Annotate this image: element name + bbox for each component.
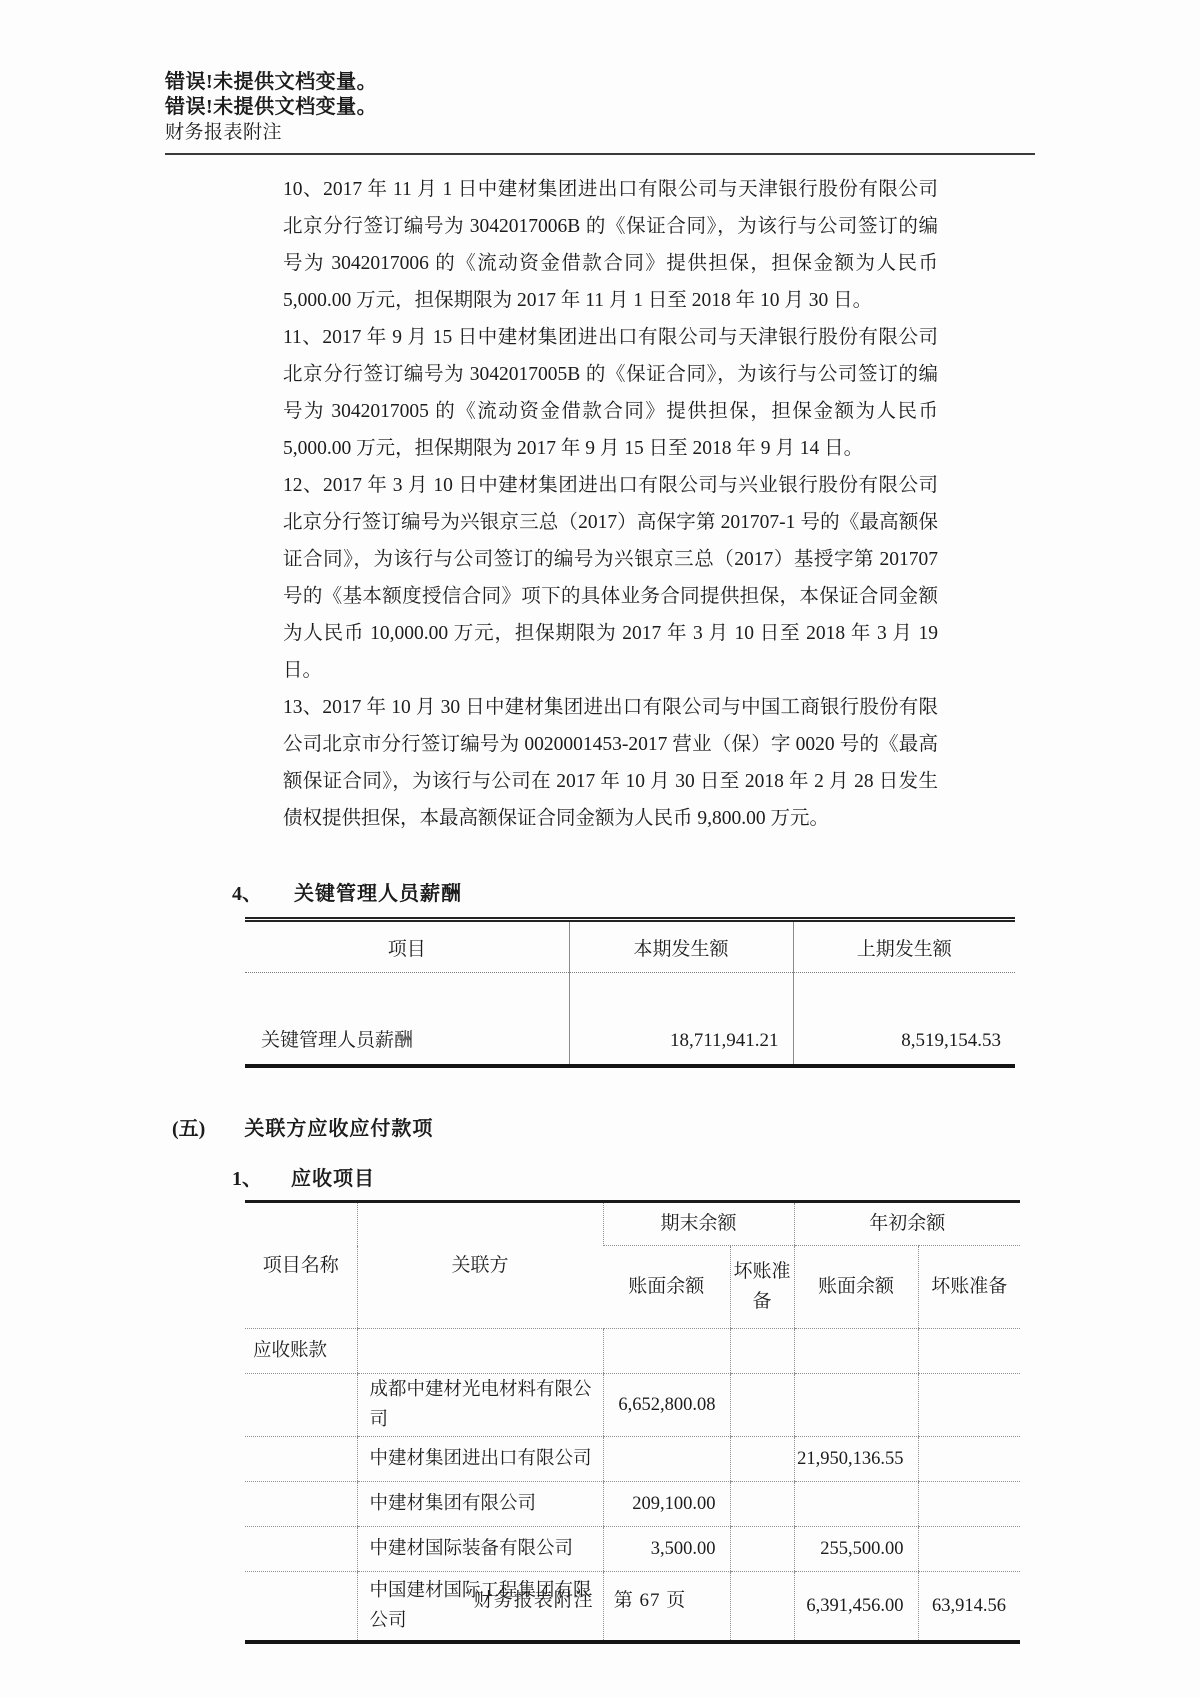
t2-cell-related: 中建材国际装备有限公司 [357, 1527, 603, 1572]
t2-cell-begin-bad [918, 1374, 1020, 1437]
t2-header-end-bad-debt: 坏账准备 [730, 1246, 794, 1329]
section-4-title: 关键管理人员薪酬 [294, 883, 462, 905]
table-row [245, 1374, 1020, 1437]
t2-cell-end-bad [730, 1329, 794, 1374]
t2-cell-begin-book [794, 1329, 918, 1374]
compensation-table [245, 917, 1015, 1068]
header-doc-title: 财务报表附注 [165, 122, 283, 143]
t2-cell-end-bad [730, 1374, 794, 1437]
t2-cell-item [245, 1437, 357, 1482]
t2-cell-item [245, 1374, 357, 1437]
t2-cell-item [245, 1527, 357, 1572]
guarantee-paragraphs [283, 171, 938, 837]
t2-cell-begin-bad: 63,914.56 [918, 1572, 1020, 1643]
t2-cell-end-book: 3,500.00 [603, 1527, 730, 1572]
t2-header-beginning-balance-group: 年初余额 [794, 1202, 1020, 1246]
t2-cell-end-book: 209,100.00 [603, 1482, 730, 1527]
table-row [245, 1482, 1020, 1527]
section-4-heading [232, 877, 1200, 905]
t2-header-end-book-balance: 账面余额 [603, 1246, 730, 1329]
t2-cell-end-bad [730, 1437, 794, 1482]
t1-row-prior-value: 8,519,154.53 [793, 973, 1015, 1067]
t1-header-prior-period: 上期发生额 [793, 920, 1015, 973]
t2-cell-begin-book: 6,391,456.00 [794, 1572, 918, 1643]
paragraph-11: 11、2017 年 9 月 15 日中建材集团进出口有限公司与天津银行股份有限公司北京分行签订编号为 3042017005B 的《保证合同》，为该行与公司签订的编号为 3042017005 的《流动资金借款合同》提供担保，担保金额为人民币 5,000.00 万元，担保期限为 2017 年 9 月 15 日至 2018 年 9 月 14 日。 [283, 327, 938, 459]
t2-cell-item: 应收账款 [245, 1329, 357, 1374]
t2-cell-end-bad [730, 1527, 794, 1572]
t2-cell-related: 中国建材国际工程集团有限公司 [357, 1572, 603, 1643]
header-error-line-1: 错误!未提供文档变量。 [165, 71, 378, 93]
receivables-header-row-1 [245, 1202, 1020, 1246]
t2-cell-begin-book [794, 1374, 918, 1437]
receivables-table [245, 1200, 1020, 1644]
t1-row-label: 关键管理人员薪酬 [261, 1030, 414, 1051]
table-row [245, 973, 1015, 1067]
t2-header-ending-balance-group: 期末余额 [603, 1202, 794, 1246]
table-row [245, 1437, 1020, 1482]
t2-cell-begin-book: 21,950,136.55 [794, 1437, 918, 1482]
header-rule [165, 153, 1035, 155]
subsection-1-heading [232, 1162, 1200, 1190]
section-5-heading [172, 1112, 1200, 1140]
compensation-table-header-row [245, 920, 1015, 973]
subsection-1-title: 应收项目 [291, 1168, 375, 1190]
table-row [245, 1329, 1020, 1374]
document-header [0, 0, 1200, 145]
t2-header-item-name: 项目名称 [245, 1202, 357, 1329]
t2-cell-end-bad [730, 1482, 794, 1527]
header-error-line-2: 错误!未提供文档变量。 [165, 96, 378, 118]
t2-cell-begin-bad [918, 1329, 1020, 1374]
t2-cell-begin-bad [918, 1437, 1020, 1482]
t1-header-current-period: 本期发生额 [569, 920, 793, 973]
t1-row-current-value: 18,711,941.21 [569, 973, 793, 1067]
table-row [245, 1527, 1020, 1572]
t2-cell-begin-book: 255,500.00 [794, 1527, 918, 1572]
t2-cell-item [245, 1482, 357, 1527]
page-footer: 财务报表附注 第 67 页 [473, 1590, 687, 1611]
t2-header-begin-bad-debt: 坏账准备 [918, 1246, 1020, 1329]
paragraph-10: 10、2017 年 11 月 1 日中建材集团进出口有限公司与天津银行股份有限公司北京分行签订编号为 3042017006B 的《保证合同》，为该行与公司签订的编号为 3042017006 的《流动资金借款合同》提供担保，担保金额为人民币 5,000.00 万元，担保期限为 2017 年 11 月 1 日至 2018 年 10 月 30 日。 [283, 179, 938, 311]
section-5-number: (五) [172, 1118, 206, 1140]
t2-cell-end-book: 6,652,800.08 [603, 1374, 730, 1437]
t2-header-begin-book-balance: 账面余额 [794, 1246, 918, 1329]
t2-cell-related: 中建材集团进出口有限公司 [357, 1437, 603, 1482]
t2-header-related-party: 关联方 [357, 1202, 603, 1329]
t2-cell-begin-bad [918, 1527, 1020, 1572]
t1-header-item: 项目 [245, 920, 569, 973]
section-4-number: 4、 [232, 883, 262, 905]
t2-cell-end-book [603, 1329, 730, 1374]
t2-cell-related: 中建材集团有限公司 [357, 1482, 603, 1527]
t2-cell-begin-bad [918, 1482, 1020, 1527]
t2-cell-related [357, 1329, 603, 1374]
subsection-1-number: 1、 [232, 1168, 262, 1190]
section-5-title: 关联方应收应付款项 [244, 1118, 434, 1140]
paragraph-12: 12、2017 年 3 月 10 日中建材集团进出口有限公司与兴业银行股份有限公司北京分行签订编号为兴银京三总（2017）高保字第 201707-1 号的《最高额保证合同》，为该行与公司签订的编号为兴银京三总（2017）基授字第 201707 号的《基本额度授信合同》项下的具体业务合同提供担保，本保证合同金额为人民币 10,000.00 万元，担保期限为 2017 年 3 月 10 日至 2018 年 3 月 19 日。 [283, 475, 938, 681]
paragraph-13: 13、2017 年 10 月 30 日中建材集团进出口有限公司与中国工商银行股份有限公司北京市分行签订编号为 0020001453-2017 营业（保）字 0020 号的《最高额保证合同》，为该行与公司在 2017 年 10 月 30 日至 2018 年 2 月 28 日发生债权提供担保，本最高额保证合同金额为人民币 9,800.00 万元。 [283, 697, 938, 829]
t2-cell-begin-book [794, 1482, 918, 1527]
t2-cell-related: 成都中建材光电材料有限公司 [357, 1374, 603, 1437]
t2-cell-end-book [603, 1437, 730, 1482]
